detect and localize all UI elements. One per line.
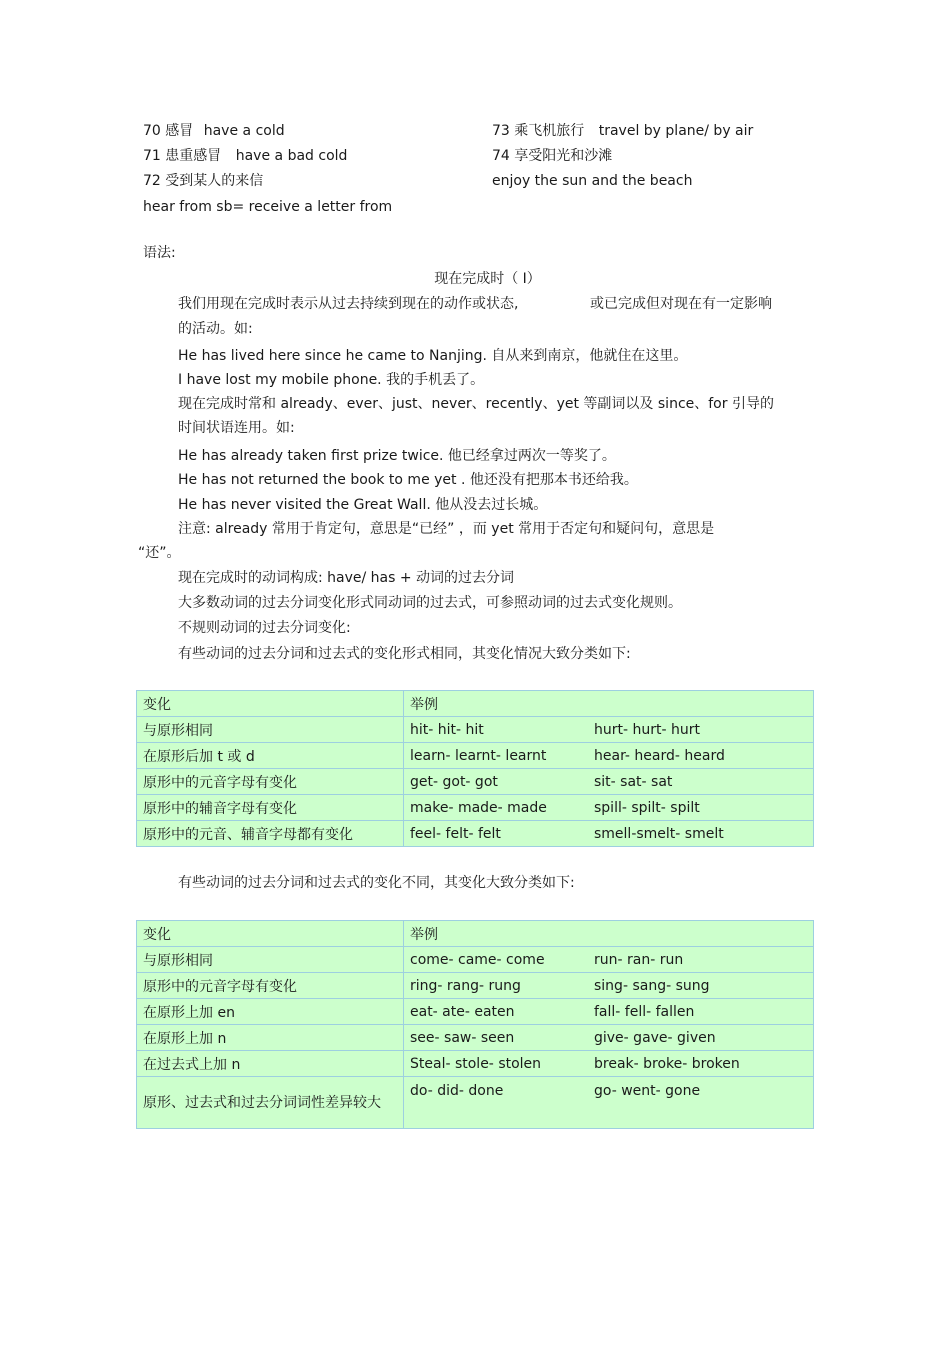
table-same-forms <box>136 690 814 847</box>
table2-intro: 有些动词的过去分词和过去式的变化不同，其变化大致分类如下: <box>178 875 575 891</box>
header-example: 举例 <box>404 921 814 947</box>
irregular-verbs-heading: 不规则动词的过去分词变化: <box>178 620 351 636</box>
vocab-item-72: 72 受到某人的来信 <box>143 173 264 189</box>
table-row: 在原形后加 t 或 d learn- learnt- learnt hear- heard- heard <box>137 743 814 769</box>
vocab-item-72-english: hear from sb= receive a letter from <box>143 199 393 215</box>
note-line-1: 注意: already 常用于肯定句，意思是“已经” ，而 yet 常用于否定句和疑问句，意思是 <box>178 521 715 537</box>
table-row: 原形中的辅音字母有变化 make- made- made spill- spilt- spilt <box>137 795 814 821</box>
table1-intro: 有些动词的过去分词和过去式的变化形式相同，其变化情况大致分类如下: <box>178 646 631 662</box>
adverb-line-2: 时间状语连用。如: <box>178 420 295 436</box>
header-change: 变化 <box>137 921 404 947</box>
header-example: 举例 <box>404 691 814 717</box>
table-row: 在原形上加 n see- saw- seen give- gave- given <box>137 1025 814 1051</box>
table-row: 与原形相同 come- came- come run- ran- run <box>137 947 814 973</box>
example-2: I have lost my mobile phone. 我的手机丢了。 <box>178 372 485 388</box>
table-row: 原形中的元音、辅音字母都有变化 feel- felt- felt smell-smelt- smelt <box>137 821 814 847</box>
regular-verbs-line: 大多数动词的过去分词变化形式同动词的过去式，可参照动词的过去式变化规则。 <box>178 595 682 611</box>
grammar-heading: 语法: <box>143 245 176 261</box>
table-row: 原形中的元音字母有变化 ring- rang- rung sing- sang- sung <box>137 973 814 999</box>
table-header-row <box>137 921 814 947</box>
example-4: He has not returned the book to me yet . 他还没有把那本书还给我。 <box>178 472 638 488</box>
note-line-2: “还”。 <box>138 545 181 561</box>
vocab-item-73: 73 乘飞机旅行 travel by plane/ by air <box>492 123 754 139</box>
intro-line-1b: 或已完成但对现在有一定影响 <box>590 296 772 312</box>
formation-line: 现在完成时的动词构成: have/ has + 动词的过去分词 <box>178 570 515 586</box>
vocab-item-70: 70 感冒 have a cold <box>143 123 285 139</box>
vocab-item-74: 74 享受阳光和沙滩 <box>492 148 613 164</box>
example-1: He has lived here since he came to Nanjing. 自从来到南京，他就住在这里。 <box>178 348 688 364</box>
grammar-title: 现在完成时（ I） <box>434 271 541 287</box>
table-header-row <box>137 691 814 717</box>
table-row: 与原形相同 hit- hit- hit hurt- hurt- hurt <box>137 717 814 743</box>
vocab-item-71: 71 患重感冒 have a bad cold <box>143 148 348 164</box>
example-5: He has never visited the Great Wall. 他从没去过长城。 <box>178 497 548 513</box>
table-row: 原形中的元音字母有变化 get- got- got sit- sat- sat <box>137 769 814 795</box>
adverb-line-1: 现在完成时常和 already、ever、just、never、recently、yet 等副词以及 since、for 引导的 <box>178 396 774 412</box>
intro-line-1a: 我们用现在完成时表示从过去持续到现在的动作或状态, <box>178 296 519 312</box>
example-3: He has already taken first prize twice. 他已经拿过两次一等奖了。 <box>178 448 616 464</box>
intro-line-2: 的活动。如: <box>178 321 253 337</box>
header-change: 变化 <box>137 691 404 717</box>
table-row: 在过去式上加 n Steal- stole- stolen break- broke- broken <box>137 1051 814 1077</box>
table-row: 原形、过去式和过去分词词性差异较大 do- did- done go- went- gone <box>137 1077 814 1129</box>
table-different-forms <box>136 920 814 1129</box>
vocab-item-74-english: enjoy the sun and the beach <box>492 173 693 189</box>
table-row: 在原形上加 en eat- ate- eaten fall- fell- fallen <box>137 999 814 1025</box>
